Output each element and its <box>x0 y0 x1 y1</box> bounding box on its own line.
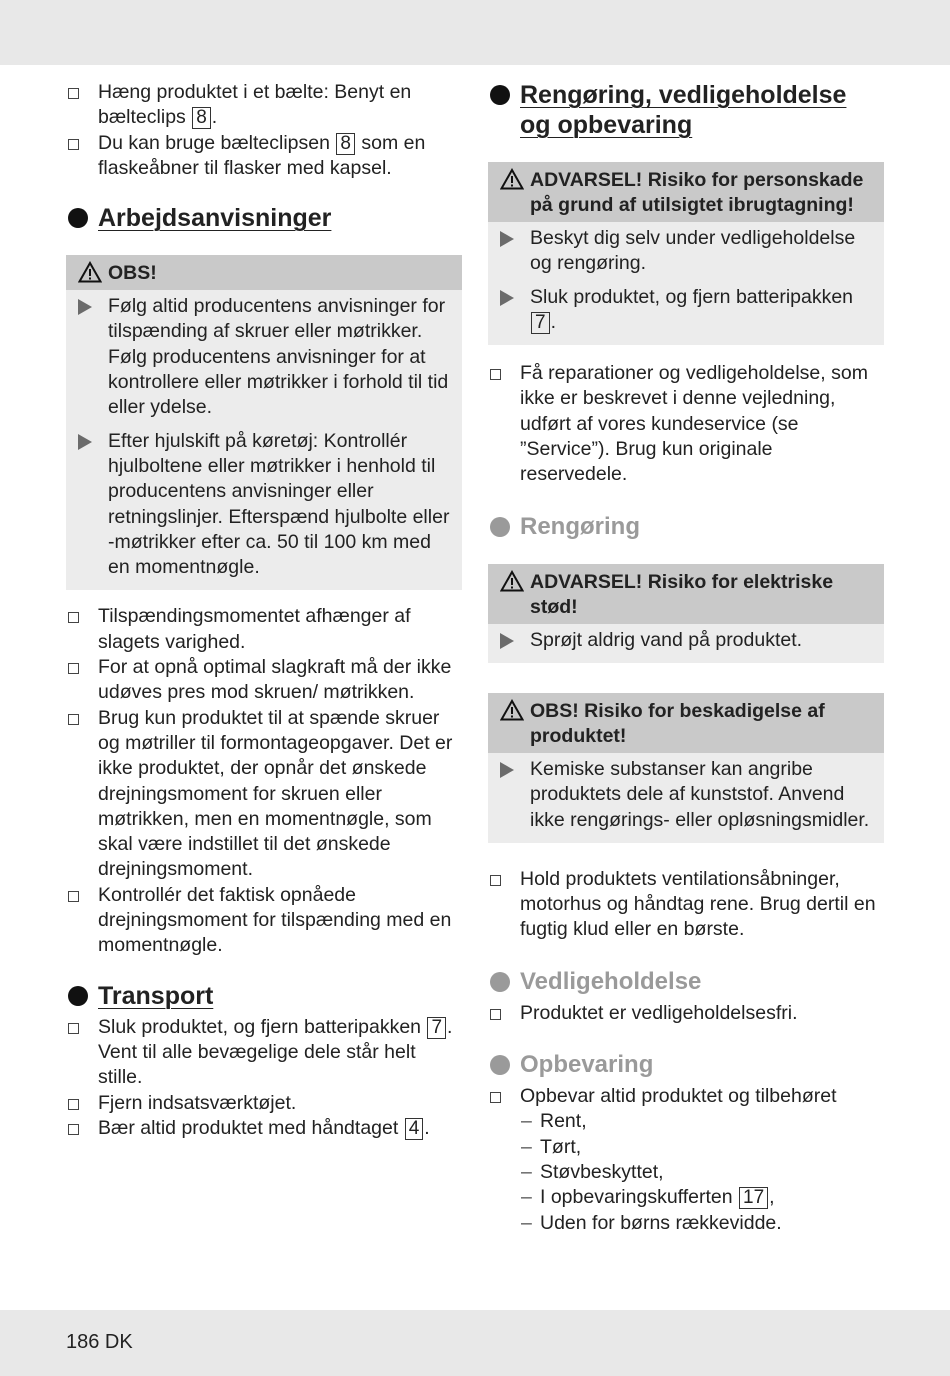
notice-item: Efter hjulskift på køretøj: Kontrollér hjulboltene eller møtrikker i henhold til producentens anvisninger eller retningslinjer. Efterspænd hjulbolte eller -møtrikker efter ca. 50 til 100 km med en momentnøgle. <box>108 429 452 581</box>
obs-damage-box <box>488 693 884 843</box>
list-item: Brug kun produktet til at spænde skruer og møtriller til formontageopgaver. Det er ikke produktet, der opnår det ønskede drejningsmoment for skruen eller møtrikken, men en momentnøgle, som skal være indstillet til det ønskede drejningsmoment. <box>66 706 462 883</box>
checkbox-bullet-icon <box>68 891 79 902</box>
sub-list-item: – Uden for børns rækkevidde. <box>488 1211 884 1236</box>
checkbox-bullet-icon <box>68 1099 79 1110</box>
notice-header: OBS! Risiko for beskadigelse af produktet! <box>488 693 884 753</box>
checkbox-bullet-icon <box>68 139 79 150</box>
warning-triangle-icon <box>500 168 524 190</box>
right-column <box>488 80 884 1236</box>
warning-triangle-icon <box>500 699 524 721</box>
warning-injury-box <box>488 162 884 345</box>
obs-notice-box <box>66 255 462 590</box>
checkbox-bullet-icon <box>490 875 501 886</box>
checkbox-bullet-icon <box>68 612 79 623</box>
section-heading-maintenance: Vedligeholdelse <box>488 967 884 997</box>
notice-header: OBS! <box>66 255 462 290</box>
checkbox-bullet-icon <box>68 714 79 725</box>
warning-item: Sluk produktet, og fjern batteripakken 7 . <box>530 285 874 336</box>
list-item: For at opnå optimal slagkraft må der ikke udøves pres mod skruen/ møtrikken. <box>66 655 462 706</box>
arrow-bullet-icon <box>500 762 514 778</box>
bullet-dot-icon <box>490 1055 510 1075</box>
notice-item: Kemiske substanser kan angribe produktets dele af kunststof. Anvend ikke rengørings- eller opløsningsmidler. <box>530 757 874 833</box>
checkbox-bullet-icon <box>68 1023 79 1034</box>
warning-item: Beskyt dig selv under vedligeholdelse og rengøring. <box>530 226 874 277</box>
sub-list-item: – Rent, <box>488 1109 884 1134</box>
notice-item: Følg altid producentens anvisninger for tilspænding af skruer eller møtrikker. Følg producentens anvisninger for at kontrollere eller møtrikker i forhold til tid eller ydelse. <box>108 294 452 420</box>
checkbox-bullet-icon <box>68 1124 79 1135</box>
list-item: Fjern indsatsværktøjet. <box>66 1091 462 1116</box>
arrow-bullet-icon <box>78 434 92 450</box>
section-heading-cleaning-main: Rengøring, vedligeholdelse og opbevaring <box>488 80 884 140</box>
warning-header: ADVARSEL! Risiko for personskade på grund af utilsigtet ibrugtagning! <box>488 162 884 222</box>
warning-shock-box <box>488 564 884 663</box>
list-item: Bær altid produktet med håndtaget 4 . <box>66 1116 462 1141</box>
list-item: Hold produktets ventilationsåbninger, motorhus og håndtag rene. Brug dertil en fugtig klud eller en børste. <box>488 867 884 943</box>
reference-number: 4 <box>405 1118 424 1140</box>
reference-number: 8 <box>192 107 211 129</box>
bullet-dot-icon <box>490 972 510 992</box>
page-number: 186 DK <box>66 1331 133 1353</box>
warning-item: Sprøjt aldrig vand på produktet. <box>530 628 874 653</box>
reference-number: 7 <box>531 312 550 334</box>
list-item: Kontrollér det faktisk opnåede drejningsmoment for tilspænding med en momentnøgle. <box>66 883 462 959</box>
section-heading-cleaning: Rengøring <box>488 512 884 542</box>
left-column <box>66 80 462 1141</box>
list-item: Tilspændingsmomentet afhænger af slagets varighed. <box>66 604 462 655</box>
bullet-dot-icon <box>490 517 510 537</box>
section-heading-work: Arbejdsanvisninger <box>66 203 462 233</box>
checkbox-bullet-icon <box>490 1092 501 1103</box>
arrow-bullet-icon <box>500 290 514 306</box>
reference-number: 17 <box>739 1187 768 1209</box>
warning-triangle-icon <box>500 570 524 592</box>
sub-list-item: – I opbevaringskufferten 17 , <box>488 1185 884 1210</box>
warning-header: ADVARSEL! Risiko for elektriske stød! <box>488 564 884 624</box>
list-item: Produktet er vedligeholdelsesfri. <box>488 1001 884 1026</box>
top-bar <box>0 0 950 65</box>
reference-number: 8 <box>336 133 355 155</box>
bullet-dot-icon <box>68 986 88 1006</box>
checkbox-bullet-icon <box>490 1009 501 1020</box>
checkbox-bullet-icon <box>490 369 501 380</box>
section-heading-transport: Transport <box>66 981 462 1011</box>
bullet-dot-icon <box>68 208 88 228</box>
list-item: Opbevar altid produktet og tilbehøret <box>488 1084 884 1109</box>
arrow-bullet-icon <box>500 633 514 649</box>
sub-list-item: – Tørt, <box>488 1135 884 1160</box>
section-heading-storage: Opbevaring <box>488 1050 884 1080</box>
list-item: Du kan bruge bælteclipsen 8 som en flaskeåbner til flasker med kapsel. <box>66 131 462 182</box>
checkbox-bullet-icon <box>68 88 79 99</box>
bottom-bar <box>0 1310 950 1376</box>
list-item: Sluk produktet, og fjern batteripakken 7 . Vent til alle bevægelige dele står helt stille. <box>66 1015 462 1091</box>
checkbox-bullet-icon <box>68 663 79 674</box>
sub-list-item: – Støvbeskyttet, <box>488 1160 884 1185</box>
bullet-dot-icon <box>490 85 510 105</box>
reference-number: 7 <box>427 1017 446 1039</box>
list-item: Få reparationer og vedligeholdelse, som ikke er beskrevet i denne vejledning, udført af vores kundeservice (se ”Service”). Brug kun originale reservedele. <box>488 361 884 487</box>
arrow-bullet-icon <box>78 299 92 315</box>
list-item: Hæng produktet i et bælte: Benyt en bælteclips 8 . <box>66 80 462 131</box>
arrow-bullet-icon <box>500 231 514 247</box>
warning-triangle-icon <box>78 261 102 283</box>
